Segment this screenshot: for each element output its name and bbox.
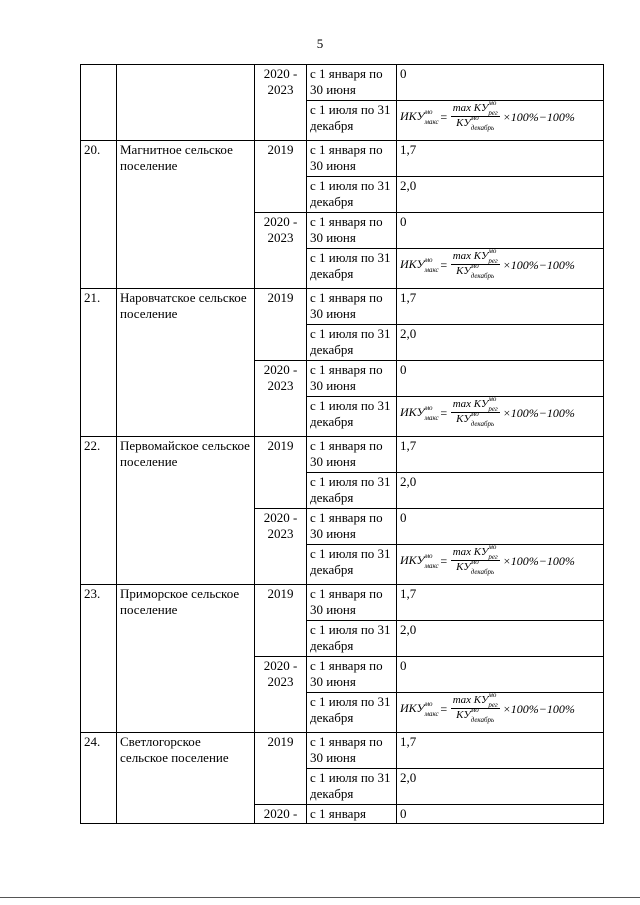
- settlement-name: Первомайское сельское поселение: [117, 437, 255, 585]
- formula: $ИКУ^{мо}_{макс}$ = $\frac{\max КУ^{мо}_{рег}}{КУ^{мо}_{декабрь}}$ ×100%−100%: [400, 395, 575, 428]
- period-cell: с 1 июля по 31 декабря: [307, 325, 397, 361]
- period-cell: с 1 июля по 31 декабря: [307, 769, 397, 805]
- period-cell: с 1 июля по 31 декабря: [307, 397, 397, 437]
- period-cell: с 1 июля по 31 декабря: [307, 545, 397, 585]
- value-cell: 1,7: [397, 289, 604, 325]
- year-cell: 2019: [255, 733, 307, 805]
- row-number: 20.: [81, 141, 117, 289]
- year-cell: 2020 - 2023: [255, 657, 307, 733]
- period-cell: с 1 июля по 31 декабря: [307, 693, 397, 733]
- value-cell: 0: [397, 509, 604, 545]
- year-cell: 2019: [255, 437, 307, 509]
- formula-cell: [397, 249, 604, 289]
- period-cell: с 1 июля по 31 декабря: [307, 249, 397, 289]
- value-cell: 1,7: [397, 585, 604, 621]
- row-number: 23.: [81, 585, 117, 733]
- row-number: 22.: [81, 437, 117, 585]
- value-cell: 0: [397, 361, 604, 397]
- settlement-name: Светлогорское сельское поселение: [117, 733, 255, 824]
- period-cell: с 1 июля по 31 декабря: [307, 177, 397, 213]
- year-cell: 2019: [255, 141, 307, 213]
- formula: $ИКУ^{мо}_{макс}$ = $\frac{\max КУ^{мо}_{рег}}{КУ^{мо}_{декабрь}}$ ×100%−100%: [400, 691, 575, 724]
- value-cell: 2,0: [397, 769, 604, 805]
- settlement-name: Приморское сельское поселение: [117, 585, 255, 733]
- period-cell: с 1 января по 30 июня: [307, 657, 397, 693]
- formula-lhs: ИКУ: [400, 404, 425, 419]
- tariff-table: [80, 64, 604, 824]
- formula: $ИКУ^{мо}_{макс}$ = $\frac{\max КУ^{мо}_{рег}}{КУ^{мо}_{декабрь}}$ ×100%−100%: [400, 543, 575, 576]
- period-cell: с 1 января по 30 июня: [307, 509, 397, 545]
- value-cell: 1,7: [397, 141, 604, 177]
- year-cell: 2020 -: [255, 805, 307, 824]
- period-cell: с 1 января по 30 июня: [307, 585, 397, 621]
- year-cell: 2020 - 2023: [255, 213, 307, 289]
- formula: $ИКУ^{мо}_{макс}$ = $\frac{\max КУ^{мо}_{рег}}{КУ^{мо}_{декабрь}}$ ×100%−100%: [400, 99, 575, 132]
- formula-lhs: ИКУ: [400, 256, 425, 271]
- formula-lhs: ИКУ: [400, 108, 425, 123]
- row-number: 21.: [81, 289, 117, 437]
- period-cell: с 1 июля по 31 декабря: [307, 101, 397, 141]
- formula: $ИКУ^{мо}_{макс}$ = $\frac{\max КУ^{мо}_{рег}}{КУ^{мо}_{декабрь}}$ ×100%−100%: [400, 247, 575, 280]
- period-cell: с 1 января по 30 июня: [307, 361, 397, 397]
- settlement-name: [117, 65, 255, 141]
- formula-cell: [397, 101, 604, 141]
- formula-cell: [397, 693, 604, 733]
- settlement-name: Магнитное сельское поселение: [117, 141, 255, 289]
- period-cell: с 1 января: [307, 805, 397, 824]
- period-cell: с 1 января по 30 июня: [307, 141, 397, 177]
- formula-cell: [397, 545, 604, 585]
- year-cell: 2020 - 2023: [255, 361, 307, 437]
- row-number: 24.: [81, 733, 117, 824]
- value-cell: 2,0: [397, 325, 604, 361]
- value-cell: 0: [397, 65, 604, 101]
- period-cell: с 1 января по 30 июня: [307, 65, 397, 101]
- value-cell: 1,7: [397, 437, 604, 473]
- formula-lhs: ИКУ: [400, 700, 425, 715]
- year-cell: 2019: [255, 585, 307, 657]
- settlement-name: Наровчатское сельское поселение: [117, 289, 255, 437]
- period-cell: с 1 июля по 31 декабря: [307, 473, 397, 509]
- formula-lhs: ИКУ: [400, 552, 425, 567]
- period-cell: с 1 января по 30 июня: [307, 213, 397, 249]
- year-cell: 2019: [255, 289, 307, 361]
- formula-cell: [397, 397, 604, 437]
- value-cell: 0: [397, 657, 604, 693]
- bottom-divider: [0, 897, 640, 898]
- year-cell: 2020 - 2023: [255, 509, 307, 585]
- value-cell: 2,0: [397, 177, 604, 213]
- page-number: 5: [316, 36, 324, 51]
- period-cell: с 1 января по 30 июня: [307, 289, 397, 325]
- value-cell: 2,0: [397, 621, 604, 657]
- period-cell: с 1 января по 30 июня: [307, 437, 397, 473]
- period-cell: с 1 января по 30 июня: [307, 733, 397, 769]
- value-cell: 0: [397, 805, 604, 824]
- period-cell: с 1 июля по 31 декабря: [307, 621, 397, 657]
- row-number: [81, 65, 117, 141]
- value-cell: 2,0: [397, 473, 604, 509]
- year-cell: 2020 - 2023: [255, 65, 307, 141]
- value-cell: 1,7: [397, 733, 604, 769]
- value-cell: 0: [397, 213, 604, 249]
